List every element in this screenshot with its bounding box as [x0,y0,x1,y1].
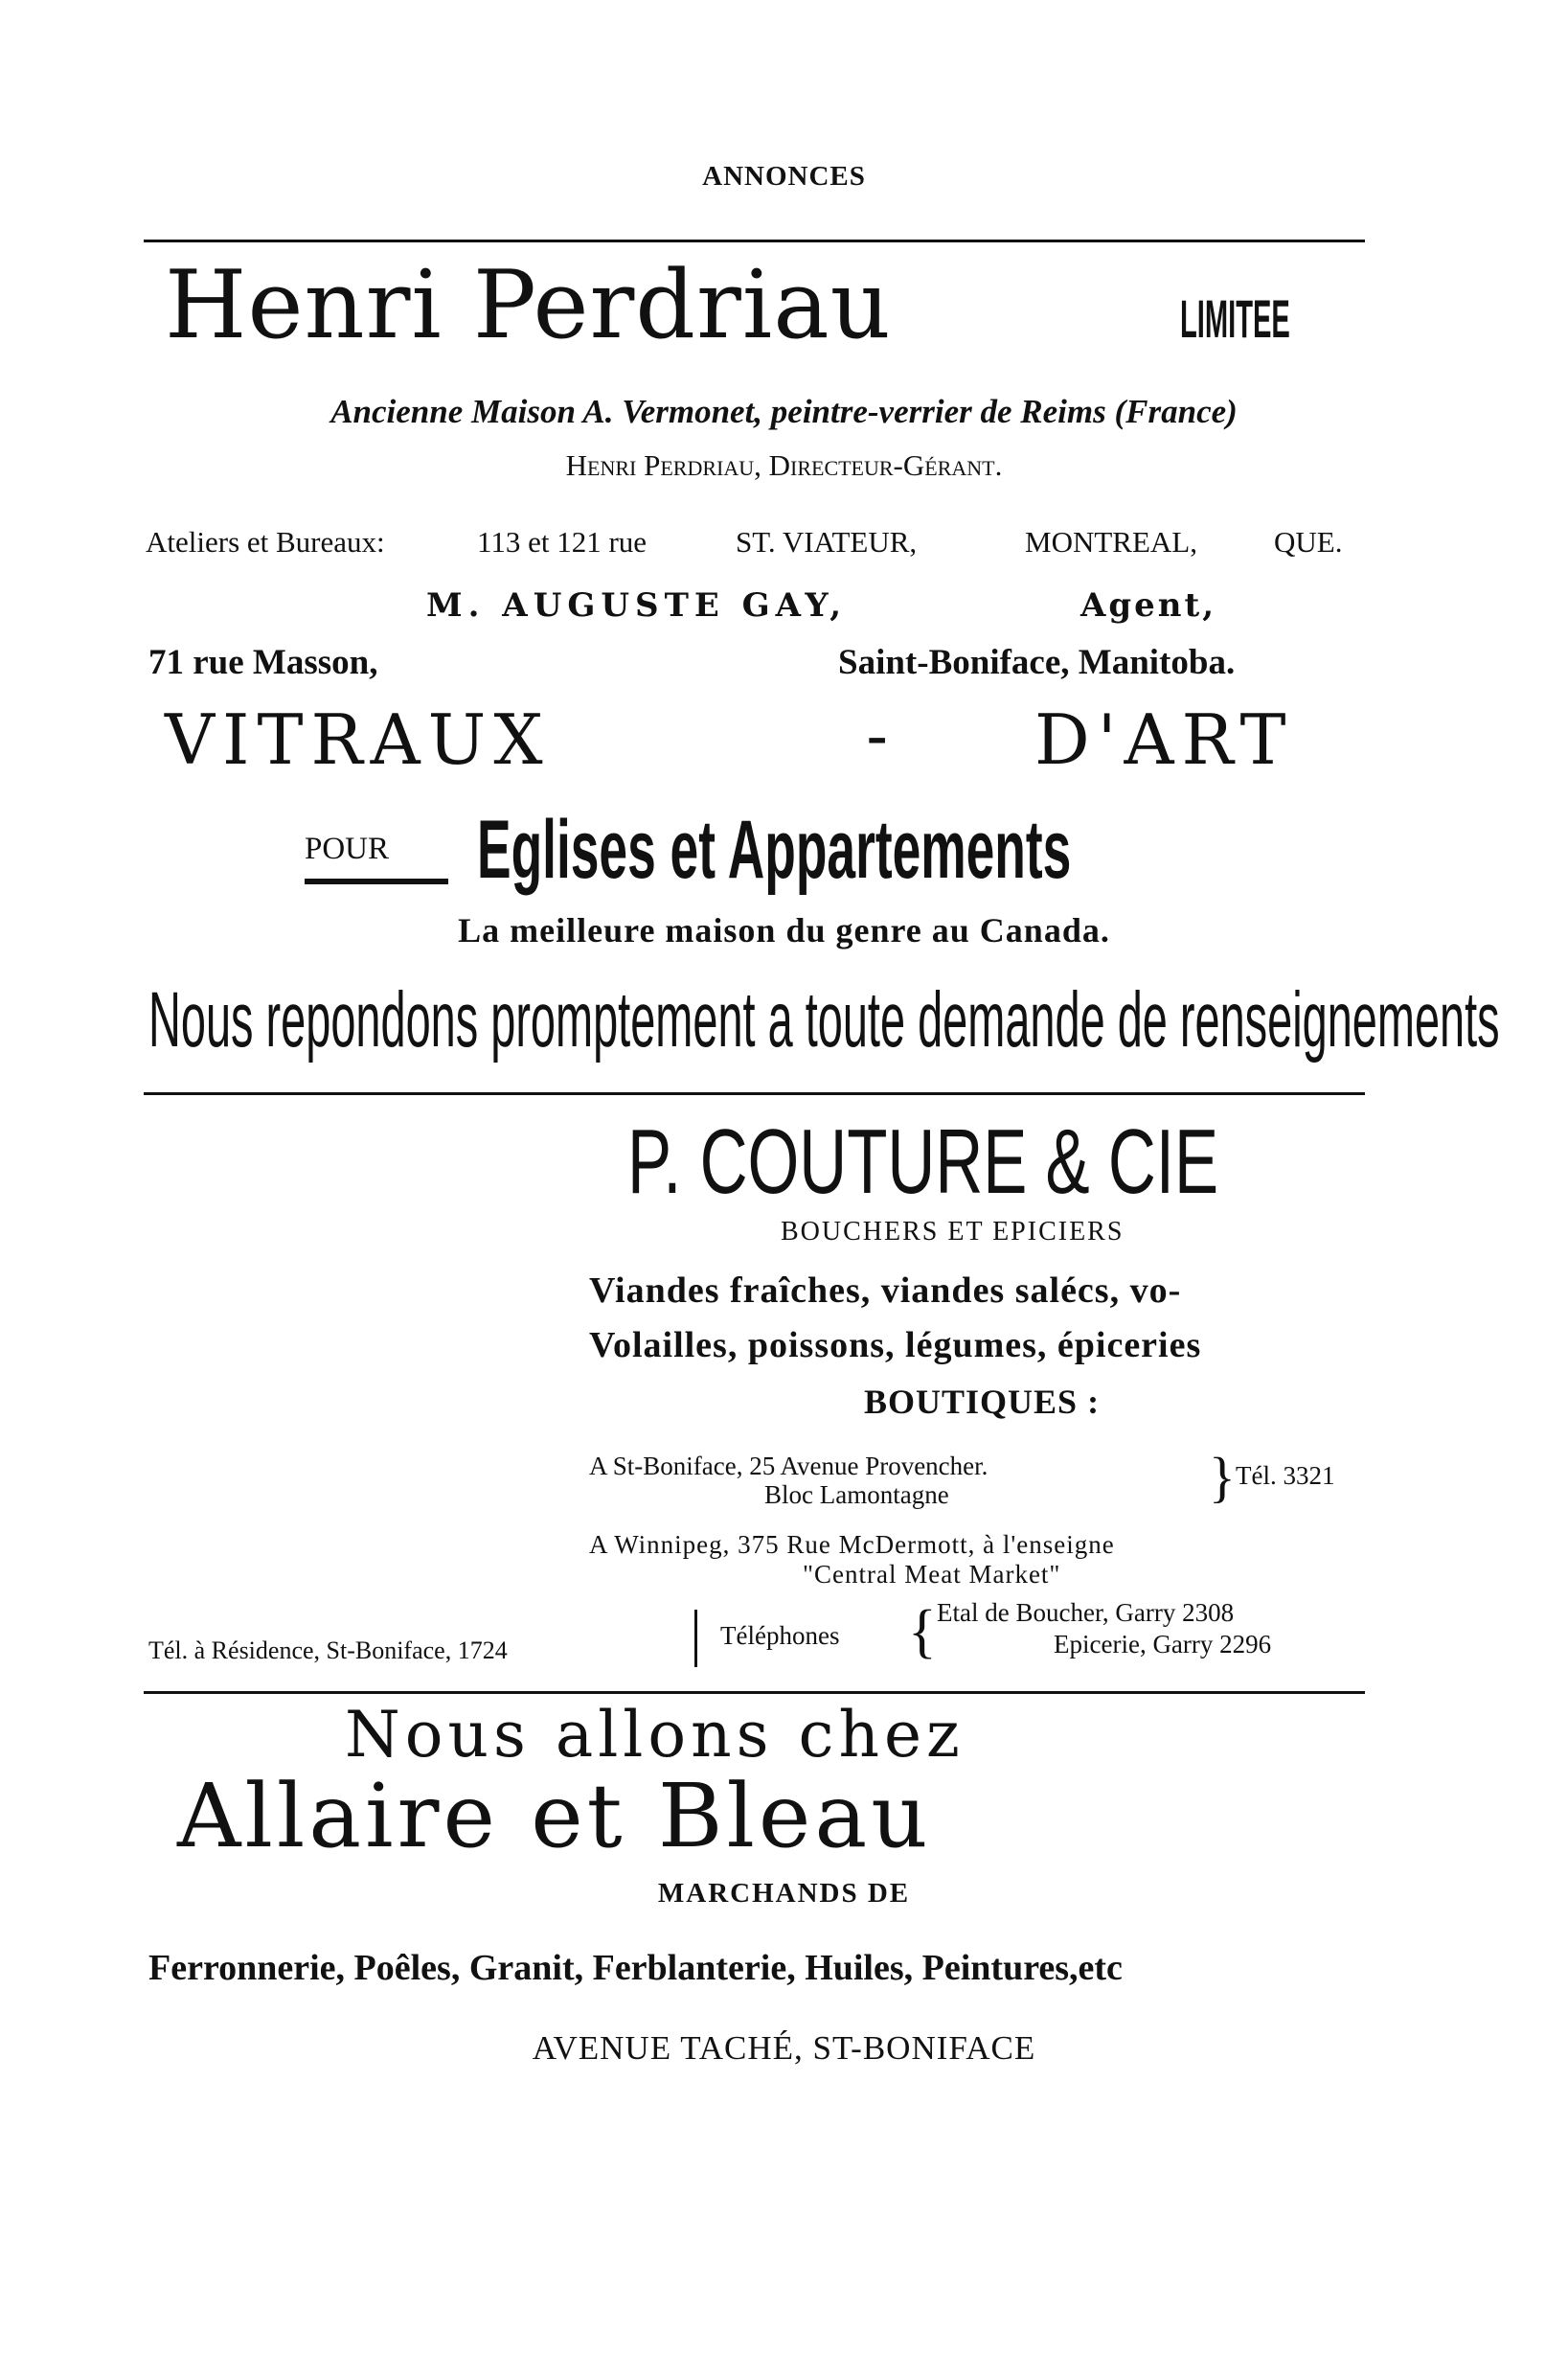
perdriau-response: Nous repondons promptement a toute demande de renseignements [148,976,1500,1064]
perdriau-limitee: LIMITEE [1180,288,1290,349]
perdriau-workshops-city: MONTREAL, [1025,525,1197,559]
couture-phone-divider [694,1610,697,1667]
divider-perdriau-couture [144,1092,1365,1095]
couture-trade: BOUCHERS ET EPICIERS [781,1217,1125,1247]
pour-underline [305,879,448,884]
couture-phones-brace: { [908,1599,937,1664]
couture-shops-label: BOUTIQUES : [864,1383,1101,1421]
couture-shop2-line1: A Winnipeg, 375 Rue McDermott, à l'enseigne [589,1530,1115,1559]
perdriau-director: Henri Perdriau, Directeur-Gérant. [565,448,1003,482]
couture-shop1-line2: Bloc Lamontagne [764,1480,949,1509]
allaire-intro: Nous allons chez [345,1698,965,1772]
perdriau-pour: POUR [305,832,390,866]
perdriau-agent-name: M. AUGUSTE GAY, [426,586,848,625]
perdriau-agent-address: 71 rue Masson, [148,643,378,682]
divider-couture-allaire [144,1691,1365,1694]
allaire-address: AVENUE TACHÉ, ST-BONIFACE [532,2029,1036,2067]
couture-shop2-line2: "Central Meat Market" [803,1560,1061,1589]
perdriau-workshops-street: ST. VIATEUR, [736,525,918,559]
perdriau-product-left: VITRAUX [165,699,551,780]
couture-shop1-tel: Tél. 3321 [1236,1461,1335,1490]
couture-phone1: Etal de Boucher, Garry 2308 [937,1598,1235,1627]
perdriau-purpose: Eglises et Appartements [477,804,1072,896]
perdriau-slogan: La meilleure maison du genre au Canada. [458,911,1110,949]
couture-goods-line1: Viandes fraîches, viandes salécs, vo- [589,1270,1182,1311]
divider-top [144,240,1365,242]
allaire-goods: Ferronnerie, Poêles, Granit, Ferblanterie, Huiles, Peintures,etc [148,1948,1123,1988]
perdriau-former-house: Ancienne Maison A. Vermonet, peintre-verrier de Reims (France) [330,393,1238,430]
allaire-firm-name: Allaire et Bleau [177,1765,932,1867]
perdriau-product-right: D'ART [1034,699,1294,780]
couture-goods-line2: Volailles, poissons, légumes, épiceries [589,1325,1202,1365]
perdriau-workshops-province: QUE. [1274,525,1343,559]
couture-phone2: Epicerie, Garry 2296 [1054,1630,1272,1658]
section-title: ANNONCES [702,161,866,192]
allaire-trade: MARCHANDS DE [657,1878,911,1909]
perdriau-agent-title: Agent, [1080,586,1217,625]
couture-shop1-brace: } [1209,1446,1236,1508]
perdriau-firm-name: Henri Perdriau [165,251,892,360]
couture-firm-name: P. COUTURE & CIE [627,1110,1219,1213]
couture-shop1-line1: A St-Boniface, 25 Avenue Provencher. [589,1452,989,1480]
perdriau-workshops-label: Ateliers et Bureaux: [146,525,385,559]
perdriau-workshops-address: 113 et 121 rue [477,525,648,559]
couture-phones-label: Téléphones [720,1621,840,1650]
perdriau-agent-city: Saint-Boniface, Manitoba. [838,643,1236,682]
perdriau-product-dash: - [867,700,888,768]
couture-residence-tel: Tél. à Résidence, St-Boniface, 1724 [148,1636,508,1664]
